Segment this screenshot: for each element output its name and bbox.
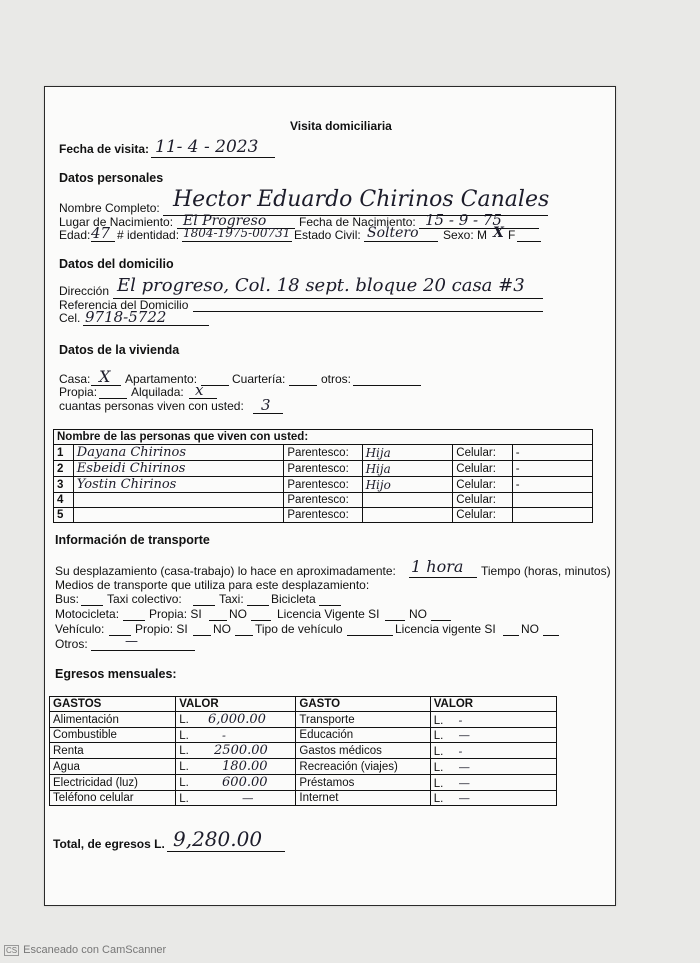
total-expenses-line (167, 851, 285, 852)
taxi-line (247, 605, 269, 606)
shared-taxi-label: Taxi colectivo: (107, 592, 182, 606)
household-table-header: Nombre de las personas que viven con usted: (54, 430, 593, 445)
vehicle-license-label: Licencia vigente SI (395, 622, 496, 636)
total-expenses-label: Total, de egresos L. (53, 837, 165, 851)
vehicle-type-label: Tipo de vehículo (255, 622, 343, 636)
rented-label: Alquilada: (131, 385, 184, 399)
time-label: Tiempo (horas, minutos) (481, 564, 611, 578)
owned-label: Propia: (59, 385, 98, 399)
vehicle-license-no-label: NO (521, 622, 539, 636)
visit-date-value: 11- 4 - 2023 (155, 137, 259, 157)
table-row: Agua L. 180.00 Recreación (viajes) L. — (50, 759, 557, 775)
scanner-text: Escaneado con CamScanner (23, 944, 167, 956)
vehicle-label: Vehículo: (55, 622, 105, 636)
age-value: 47 (91, 224, 111, 242)
vehicle-owned-label: Propio: SI (135, 622, 188, 636)
expenses-table: GASTOS VALOR GASTO VALOR Alimentación L. 6,000.00 Transporte L. - Combustible L. - Educación L. — Renta L. 2500.00 Gastos médicos L. - Agua L. 180.00 Recreación (viajes) L. — Electricidad (luz) L. 600.00 Préstamos L. — Teléfono celular L. — Internet L. — (49, 696, 557, 806)
bicycle-line (319, 605, 341, 606)
bus-line (81, 605, 103, 606)
total-expenses-value: 9,280.00 (173, 827, 263, 851)
form-sheet (44, 86, 616, 906)
id-value: 1804-1975-00731 (183, 226, 291, 240)
other-transport-line (91, 650, 195, 651)
address-label: Dirección (59, 284, 110, 298)
sex-label: Sexo: M (443, 228, 488, 242)
other-housing-label: otros: (321, 372, 352, 386)
table-row: Alimentación L. 6,000.00 Transporte L. - (50, 712, 557, 728)
rooming-line (289, 385, 317, 386)
form-title: Visita domiciliaria (290, 119, 392, 133)
sex-f-line (517, 241, 541, 242)
table-row: Electricidad (luz) L. 600.00 Préstamos L. — (50, 775, 557, 791)
taxi-label: Taxi: (219, 592, 244, 606)
section-expenses: Egresos mensuales: (55, 667, 177, 681)
sex-mark: X (493, 225, 504, 241)
moto-license-no-line (431, 620, 451, 621)
table-row: 5 Parentesco: Celular: (54, 508, 593, 523)
moto-owned-label: Propia: SI (149, 607, 202, 621)
age-label: Edad: (59, 228, 91, 242)
id-line (182, 241, 292, 242)
reference-line (193, 311, 543, 312)
moto-license-no-label: NO (409, 607, 427, 621)
other-transport-value: — (125, 634, 138, 649)
scanner-watermark (4, 944, 166, 956)
other-housing-line (353, 385, 421, 386)
birthplace-label: Lugar de Nacimiento: (59, 215, 174, 229)
commute-label: Su desplazamiento (casa-trabajo) lo hace en aproximadamente: (55, 564, 396, 578)
full-name-value: Hector Eduardo Chirinos Canales (173, 187, 550, 212)
phone-label: Cel. (59, 311, 81, 325)
other-transport-label: Otros: (55, 637, 88, 651)
section-housing: Datos de la vivienda (59, 343, 180, 357)
commute-line (409, 577, 477, 578)
section-address: Datos del domicilio (59, 257, 174, 271)
birthdate-value: 15 - 9 - 75 (425, 211, 502, 229)
camscanner-icon: CS (6, 946, 18, 955)
table-row: 4 Parentesco: Celular: (54, 493, 593, 508)
vehicle-license-no-line (543, 635, 559, 636)
vehicle-owned-no-line (235, 635, 253, 636)
id-label: # identidad: (117, 228, 180, 242)
motorcycle-label: Motocicleta: (55, 607, 120, 621)
bus-label: Bus: (55, 592, 80, 606)
full-name-label: Nombre Completo: (59, 201, 160, 215)
reference-label: Referencia del Domicilio (59, 298, 189, 312)
people-count-value: 3 (261, 396, 271, 414)
house-mark: X (99, 367, 111, 386)
birthdate-label: Fecha de Nacimiento: (299, 215, 416, 229)
moto-owned-si-line (209, 620, 227, 621)
address-value: El progreso, Col. 18 sept. bloque 20 casa #3 (117, 275, 525, 296)
table-row: 1 Dayana Chirinos Parentesco: Hija Celular: - (54, 445, 593, 461)
section-transport: Información de transporte (55, 533, 210, 547)
vehicle-license-si-line (503, 635, 519, 636)
moto-license-label: Licencia Vigente SI (277, 607, 380, 621)
table-row: Renta L. 2500.00 Gastos médicos L. - (50, 743, 557, 759)
vehicle-type-line (347, 635, 393, 636)
vehicle-owned-no-label: NO (213, 622, 231, 636)
rented-mark: x (195, 381, 204, 399)
apartment-label: Apartamento: (125, 372, 198, 386)
commute-value: 1 hora (411, 557, 464, 576)
section-personal: Datos personales (59, 171, 164, 185)
people-count-label: cuantas personas viven con usted: (59, 399, 244, 413)
civil-status-value: Soltero (367, 225, 419, 241)
visit-date-label: Fecha de visita: (59, 142, 150, 156)
phone-value: 9718-5722 (85, 308, 167, 326)
moto-owned-no-label: NO (229, 607, 247, 621)
civil-status-label: Estado Civil: (294, 228, 361, 242)
table-row: 3 Yostin Chirinos Parentesco: Hijo Celular: - (54, 477, 593, 493)
moto-owned-no-line (251, 620, 271, 621)
rooming-label: Cuartería: (232, 372, 286, 386)
transport-means-label: Medios de transporte que utiliza para este desplazamiento: (55, 578, 370, 592)
birthplace-value: El Progreso (183, 213, 267, 229)
household-table (53, 429, 593, 523)
house-label: Casa: (59, 372, 91, 386)
visit-date-line (151, 157, 275, 158)
table-row: Combustible L. - Educación L. — (50, 728, 557, 743)
shared-taxi-line (193, 605, 215, 606)
civil-status-line (364, 241, 438, 242)
moto-license-si-line (385, 620, 405, 621)
table-row: Teléfono celular L. — Internet L. — (50, 791, 557, 806)
bicycle-label: Bicicleta (271, 592, 316, 606)
apartment-line (201, 385, 229, 386)
vehicle-owned-si-line (193, 635, 211, 636)
motorcycle-line (123, 620, 145, 621)
table-row: 2 Esbeidi Chirinos Parentesco: Hija Celular: - (54, 461, 593, 477)
sex-f-label: F (508, 228, 516, 242)
